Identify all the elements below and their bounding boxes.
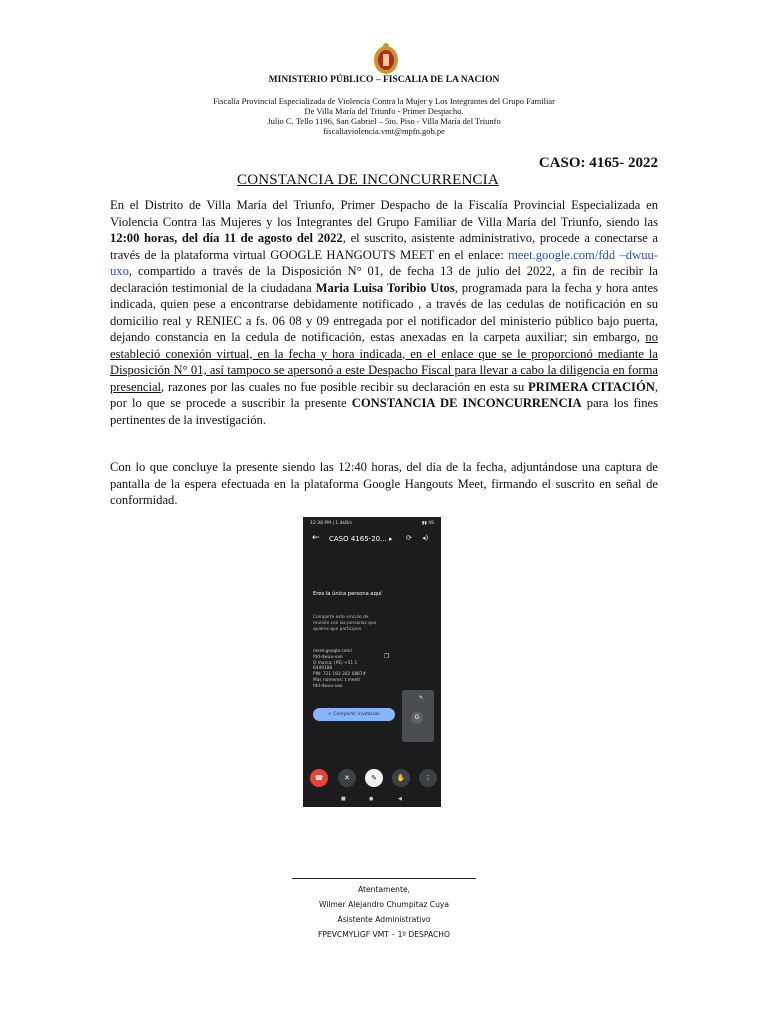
meeting-title: CASO 4165-20... ▸ [329, 535, 393, 543]
signer-role: Asistente Administrativo [337, 915, 431, 924]
info-line: PIN: 721 193 302 0887# [313, 672, 367, 678]
nav-recents-icon: ■ [341, 796, 346, 802]
paragraph-closing: Con lo que concluye la presente siendo las 12:40 horas, del día de la fecha, adjuntándose una captura de pantalla de la espera efectuada en la plataforma Google Hangouts Meet, firmando el suscrito en señal de conformidad. [110, 460, 658, 507]
text-run: , el suscrito, asistente administrativo, procede a conectarse a través de la plataforma virtual GOOGLE HANGOUTS MEET en el enlace: [110, 231, 658, 262]
more-options-icon: ⋮ [419, 769, 437, 787]
camera-switch-icon: ⟳ [406, 534, 412, 542]
avatar: G [411, 712, 423, 724]
info-line: fdd-dwuu-uxo [313, 654, 343, 660]
meeting-title-text: CASO 4165-20... [329, 535, 387, 543]
share-instructions: Comparte este vínculo de reunión con las personas que quieres que participen [313, 615, 377, 632]
alone-message: Eres la única persona aquí [313, 591, 382, 597]
camera-off-icon: ✕ [338, 769, 356, 787]
meeting-info [313, 649, 388, 690]
speaker-icon: ◂) [422, 534, 429, 542]
case-number: CASO: 4165- 2022 [538, 155, 658, 171]
constancia-label: CONSTANCIA DE INCONCURRENCIA [351, 396, 582, 410]
info-line: fdd-dwuu-uxo [313, 683, 343, 689]
paragraph-main [110, 197, 658, 428]
share-invitation-button: < Compartir invitación [313, 708, 395, 721]
institution-email: fiscaliaviolencia.vmt@mpfn.gob.pe [323, 126, 445, 136]
end-call-icon: ☎ [310, 769, 328, 787]
meet-link[interactable]: meet.google.com/fdd –dwuu-uxo [110, 247, 658, 278]
info-line: 6449188 [313, 666, 333, 672]
meet-screenshot [303, 517, 441, 807]
closing-salutation: Atentamente, [357, 885, 411, 894]
status-bar-left: 12:38 PM | 1.4kB/s [310, 521, 353, 526]
raise-hand-icon: ✋ [392, 769, 410, 787]
text-run: razones por las cuales no fue posible recibir su declaración en esta su [164, 379, 529, 394]
document-title: CONSTANCIA DE INCONCURRENCIA [237, 172, 499, 188]
signature-line [292, 878, 476, 879]
mic-icon: ✎ [365, 769, 383, 787]
nav-home-icon: ● [369, 796, 374, 802]
text-run: En el Distrito de Villa María del Triunfo, Primer Despacho de la Fiscalía Provincial Especializada en Violencia Contra las Mujeres y los Integrantes del Grupo Familiar de Villa María del Triunfo, siendo las [110, 198, 658, 229]
share-invitation-label: Compartir invitación [333, 712, 381, 717]
institution-line: De Villa María del Triunfo - Primer Despacho. [304, 106, 464, 116]
info-line: O marca: (PE) +51 1 [313, 660, 358, 666]
signature-block [0, 882, 768, 942]
institution-line: Julio C. Tello 1196, San Gabriel – 5to. Piso - Villa María del Triunfo [267, 116, 501, 126]
text-run: , compartido a través de la Disposición N° 01, de fecha 13 de julio del 2022, a fin de recibir la declaración testimonial de la ciudadana [110, 264, 658, 295]
info-line: meet.google.com/ [313, 649, 353, 654]
witness-name: Maria Luisa Toribio Utos [315, 280, 455, 295]
citation-label: PRIMERA CITACIÓN [528, 379, 655, 394]
institution-details [0, 96, 768, 136]
mic-off-icon: ✎ [419, 695, 424, 701]
copy-icon: ❐ [384, 653, 390, 660]
ministry-seal-icon [371, 42, 401, 76]
text-run: para los fines pertinentes de la investigación. [110, 396, 659, 427]
status-bar-right: ▮▮ 49 [421, 521, 434, 526]
institution-name: MINISTERIO PÚBLICO – FISCALIA DE LA NACION [268, 75, 500, 85]
underlined-statement: no estableció conexión virtual, en la fecha y hora indicada, en el enlace que se le proporcionó mediante la Disposición N° 01, así tampoco se apersonó a este Despacho Fiscal para llevar a cabo la diligencia en forma presencial, [110, 330, 658, 394]
hearing-datetime: 12:00 horas, del día 11 de agosto del 2022 [110, 231, 343, 245]
text-run: , por lo que se procede a suscribir la presente [110, 379, 658, 410]
nav-back-icon: ◀ [398, 796, 402, 802]
signer-office: FPEVCMYLIGF VMT – 1º DESPACHO [317, 930, 450, 939]
info-line: Más números: t.meet/ [313, 677, 361, 683]
text-run: , programada para la fecha y hora antes indicada, quien pese a encontrarse debidamente notificado , a través de las cedulas de notificación en su domicilio real y RENIEC a fs. 06 08 y 09 entregada por el notificador del ministerio público bajo puerta, dejando constancia en la cedula de notificación, estas anexadas en la carpeta auxiliar; sin embargo, [110, 280, 658, 344]
signer-name: Wilmer Alejandro Chumpitaz Cuya [318, 900, 450, 909]
back-arrow-icon: ← [312, 533, 320, 543]
institution-line: Fiscalía Provincial Especializada de Violencia Contra la Mujer y Los Integrantes del Grupo Familiar [213, 96, 555, 106]
